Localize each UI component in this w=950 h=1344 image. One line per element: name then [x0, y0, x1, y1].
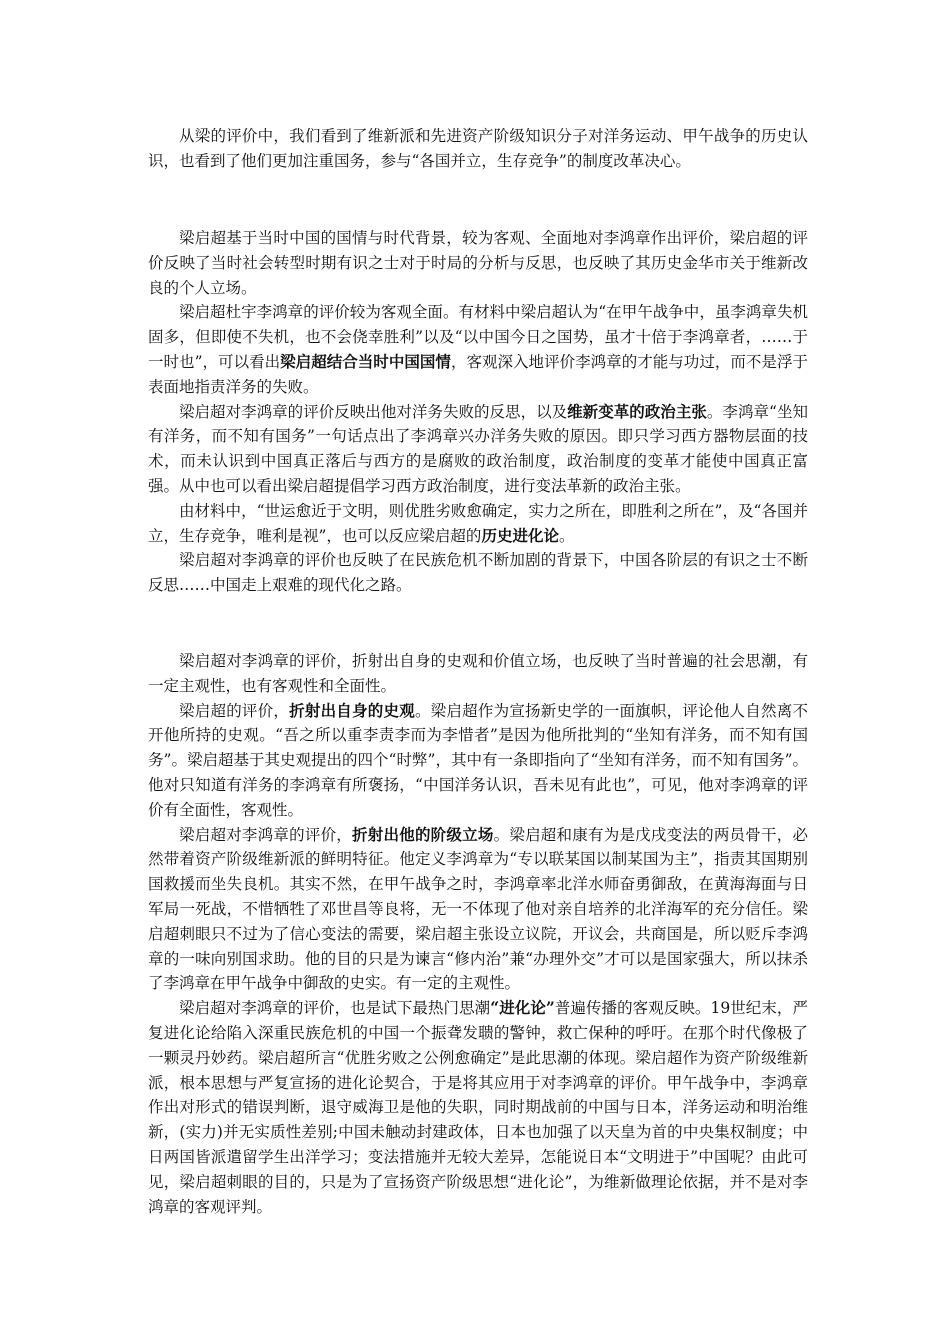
paragraph: [148, 548, 808, 598]
text-run: 。: [558, 526, 575, 545]
bold-emphasis: 梁启超结合当时中国国情: [280, 351, 451, 371]
text-block-2: [148, 226, 808, 598]
text-run: 梁启超对李鸿章的评价反映出他对洋务失败的反思，以及: [179, 402, 568, 421]
bold-emphasis: 维新变革的政治主张: [567, 401, 707, 421]
text-run: 梁启超杜宇李鸿章的评价较为客观全面。有材料中梁启超认为“在甲午战争中，虽李鸿章失机固多，但即使不失机，也不会侥幸胜利”以及“以中国今日之国势，虽才十倍于李鸿章者，……于一时也”，可以看出: [148, 303, 808, 371]
paragraph: [148, 226, 808, 300]
paragraph: [148, 300, 808, 399]
text-run: 从梁的评价中，我们看到了维新派和先进资产阶级知识分子对洋务运动、甲午战争的历史认识，也看到了他们更加注重国务，参与“各国并立，生存竞争”的制度改革决心。: [148, 127, 808, 170]
paragraph: [148, 996, 808, 1219]
text-run: 梁启超对李鸿章的评价，: [179, 825, 353, 844]
text-run: 梁启超的评价，: [179, 701, 290, 720]
text-run: 梁启超基于当时中国的国情与时代背景，较为客观、全面地对李鸿章作出评价，梁启超的评价反映了当时社会转型时期有识之士对于时局的分析与反思，也反映了其历史金华市关于维新改良的个人立场。: [148, 229, 808, 297]
bold-emphasis: 折射出自身的史观: [289, 700, 415, 720]
paragraph: [148, 400, 808, 499]
text-run: 。梁启超和康有为是戊戌变法的两员骨干，必然带着资产阶级维新派的鲜明特征。他定义李鸿章为“专以联某国以制某国为主”，指责其国期别国救援而坐失良机。其实不然，在甲午战争之时，李鸿章率北洋水师奋勇御敌，在黄海海面与日军局一死战，不惜牺牲了邓世昌等良将，无一不体现了他对亲自培养的北洋海军的充分信任。梁启超刺眼只不过为了信心变法的需要，梁启超主张设立议院，开议会，共商国是，所以贬斥李鸿章的一味向别国求助。他的目的只是为谏言“修内治”兼“办理外交”才可以是国家强大，所以抹杀了李鸿章在甲午战争中御敌的史实。有一定的主观性。: [148, 825, 808, 993]
paragraph: [148, 499, 808, 549]
text-run: 梁启超对李鸿章的评价，折射出自身的史观和价值立场，也反映了当时普遍的社会思潮，有一定主观性，也有客观性和全面性。: [148, 652, 808, 695]
text-run: 普遍传播的客观反映。19世纪末，严复进化论给陷入深重民族危机的中国一个振聋发聩的警钟，救亡保种的呼吁。在那个时代像极了一颗灵丹妙药。梁启超所言“优胜劣败之公例愈确定”是此思潮的体现。梁启超作为资产阶级维新派，根本思想与严复宣扬的进化论契合，于是将其应用于对李鸿章的评价。甲午战争中，李鸿章作出对形式的错误判断，退守威海卫是他的失职，同时期战前的中国与日本，洋务运动和明治维新，(实力)并无实质性差别;中国未触动封建政体，日本也加强了以天皇为首的中央集权制度；中日两国皆派遣留学生出洋学习；变法措施并无较大差异，怎能说日本“文明进于”中国呢？由此可见，梁启超刺眼的目的，只是为了宣扬资产阶级思想“进化论”，为维新做理论依据，并不是对李鸿章的客观评判。: [148, 999, 808, 1216]
text-run: 梁启超对李鸿章的评价，也是试下最热门思潮: [179, 999, 491, 1018]
bold-emphasis: “进化论”: [490, 998, 555, 1018]
paragraph: [148, 699, 808, 823]
text-block-1: [148, 124, 808, 174]
paragraph: [148, 124, 808, 174]
text-run: 。李鸿章“坐知有洋务，而不知有国务”一句话点出了李鸿章兴办洋务失败的原因。即只学习西方器物层面的技术，而未认识到中国真正落后与西方的是腐败的政治制度，政治制度的变革才能使中国真正富强。从中也可以看出梁启超提倡学习西方政治制度，进行变法革新的政治主张。: [148, 402, 808, 495]
paragraph: [148, 823, 808, 997]
bold-emphasis: 历史进化论: [481, 525, 559, 545]
text-run: 。梁启超作为宣扬新史学的一面旗帜，评论他人自然离不开他所持的史观。“吾之所以重李责李而为李惜者”是因为他所批判的“坐知有洋务，而不知有国务”。梁启超基于其史观提出的四个“时弊”，其中有一条即指向了“坐知有洋务，而不知有国务”。他对只知道有洋务的李鸿章有所褒扬，“中国洋务认识，吾未见有此也”，可见，他对李鸿章的评价有全面性，客观性。: [148, 701, 808, 819]
text-run: ，客观深入地评价李鸿章的才能与功过，而不是浮于表面地指责洋务的失败。: [148, 352, 808, 396]
bold-emphasis: 折射出他的阶级立场: [352, 824, 494, 844]
text-run: 由材料中，“世运愈近于文明，则优胜劣败愈确定，实力之所在，即胜利之所在”，及“各国并立，生存竞争，唯利是视”，也可以反应梁启超的: [148, 501, 808, 545]
text-block-3: [148, 649, 808, 1219]
paragraph: [148, 649, 808, 699]
text-run: 梁启超对李鸿章的评价也反映了在民族危机不断加剧的背景下，中国各阶层的有识之士不断反思……中国走上艰难的现代化之路。: [148, 551, 808, 595]
